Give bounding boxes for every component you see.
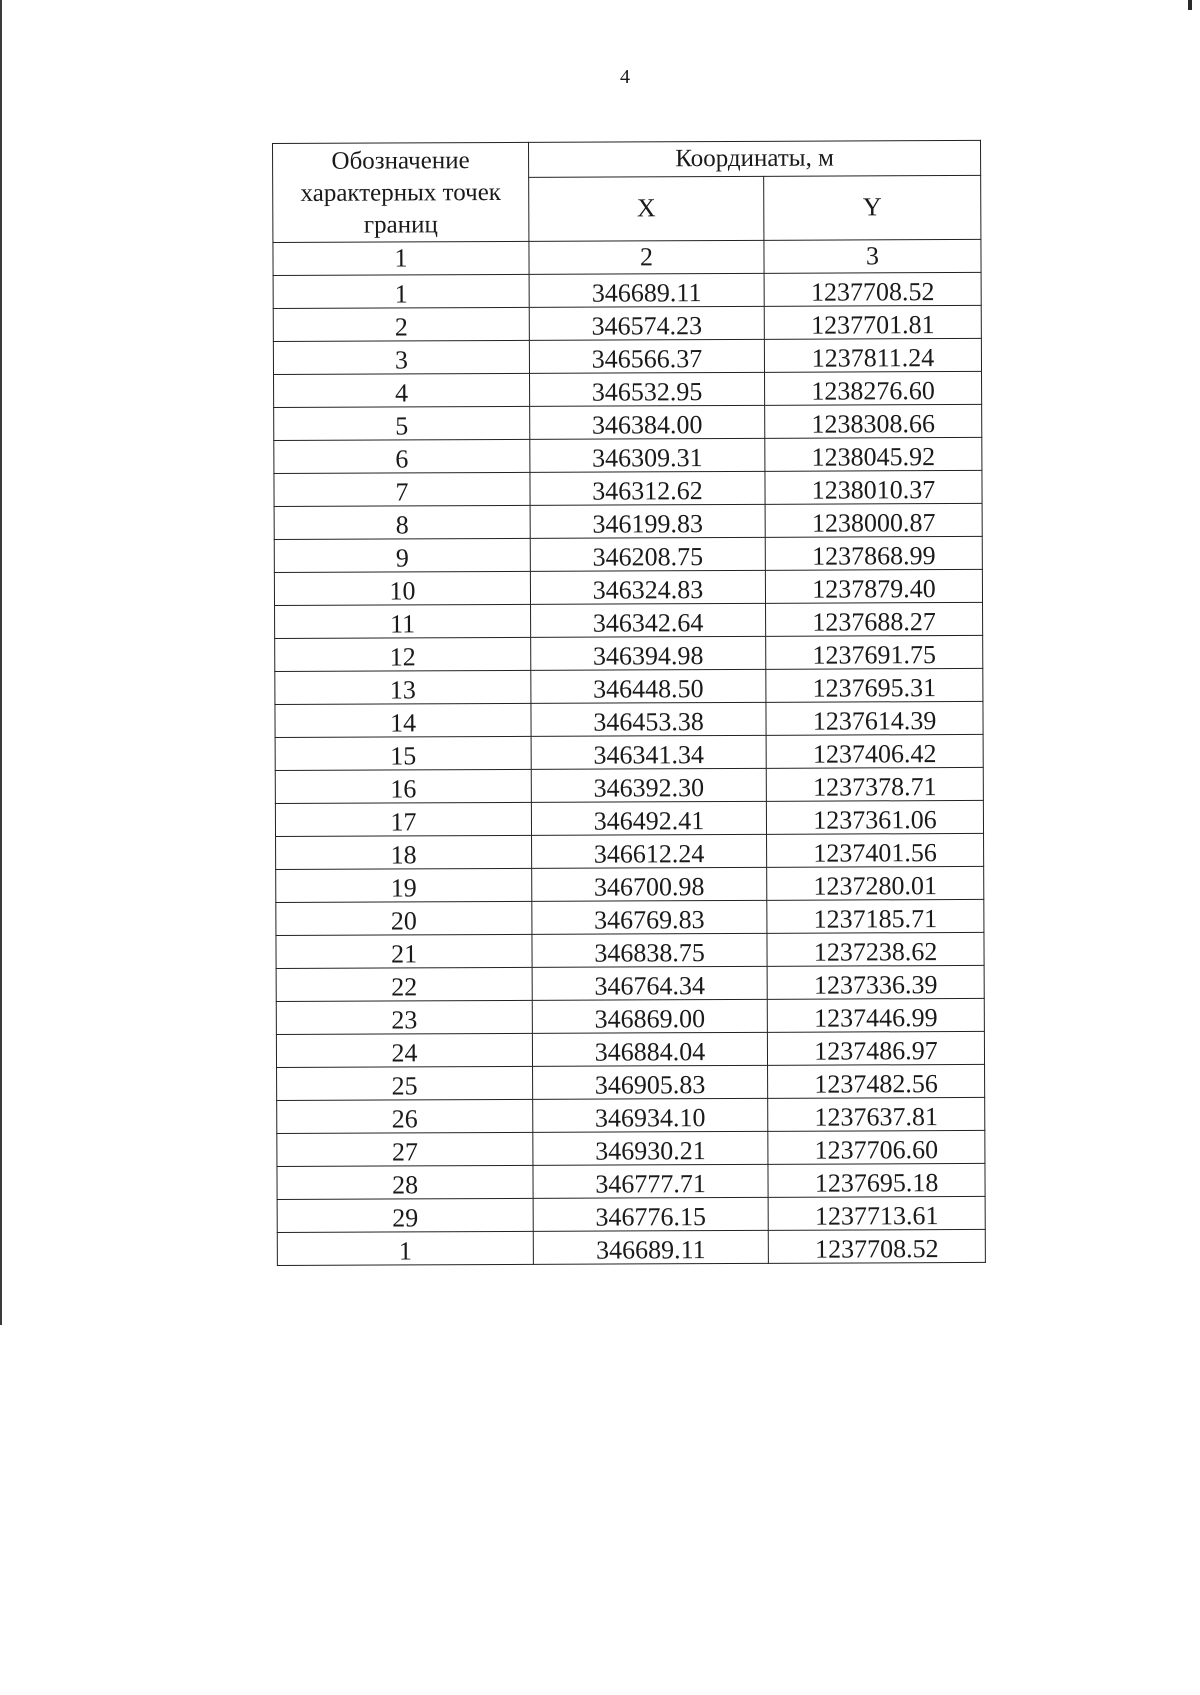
table-row	[274, 371, 982, 407]
x-cell: 346764.34	[532, 966, 767, 1000]
table-row	[274, 470, 982, 506]
table-row	[276, 965, 984, 1001]
point-cell: 12	[275, 637, 531, 671]
table-row	[276, 932, 984, 968]
point-cell: 21	[276, 934, 532, 968]
y-cell: 1237486.97	[767, 1031, 984, 1065]
point-cell: 1	[277, 1231, 533, 1265]
y-cell: 1237713.61	[768, 1196, 985, 1230]
y-cell: 1237811.24	[764, 338, 981, 372]
table-row	[276, 899, 984, 935]
x-cell: 346566.37	[529, 339, 764, 373]
table-row	[276, 833, 984, 869]
header-point-designation: Обозначение характерных точек границ	[273, 142, 529, 242]
point-cell: 7	[274, 472, 530, 506]
table-row	[276, 1031, 984, 1067]
x-cell: 346905.83	[533, 1065, 768, 1099]
y-cell: 1237708.52	[768, 1229, 985, 1263]
point-cell: 22	[276, 967, 532, 1001]
table-row	[273, 272, 981, 308]
x-cell: 346689.11	[533, 1230, 768, 1264]
x-cell: 346532.95	[530, 372, 765, 406]
y-cell: 1237336.39	[767, 965, 984, 999]
y-cell: 1237868.99	[765, 536, 982, 570]
point-cell: 16	[275, 769, 531, 803]
table-row	[274, 404, 982, 440]
y-cell: 1237691.75	[766, 635, 983, 669]
header-coordinates: Координаты, м	[528, 140, 980, 177]
point-cell: 8	[274, 505, 530, 539]
y-cell: 1237185.71	[767, 899, 984, 933]
point-cell: 25	[277, 1066, 533, 1100]
point-cell: 13	[275, 670, 531, 704]
table-row	[275, 734, 983, 770]
x-cell: 346869.00	[532, 999, 767, 1033]
x-cell: 346453.38	[531, 702, 766, 736]
table-row	[275, 635, 983, 671]
y-cell: 1237708.52	[764, 272, 981, 306]
point-cell: 24	[276, 1033, 532, 1067]
x-cell: 346492.41	[531, 801, 766, 835]
x-cell: 346930.21	[533, 1131, 768, 1165]
point-cell: 15	[275, 736, 531, 770]
x-cell: 346934.10	[533, 1098, 768, 1132]
point-cell: 5	[274, 406, 530, 440]
y-cell: 1237637.81	[768, 1097, 985, 1131]
x-cell: 346312.62	[530, 471, 765, 505]
point-cell: 14	[275, 703, 531, 737]
x-cell: 346199.83	[530, 504, 765, 538]
y-cell: 1237378.71	[766, 767, 983, 801]
x-cell: 346208.75	[530, 537, 765, 571]
table-row	[273, 305, 981, 341]
column-number: 3	[764, 239, 981, 273]
point-cell: 17	[275, 802, 531, 836]
table-row	[277, 1130, 985, 1166]
table-row	[275, 767, 983, 803]
column-number: 2	[529, 240, 764, 274]
y-cell: 1237401.56	[767, 833, 984, 867]
table-row	[277, 1196, 985, 1232]
y-cell: 1237361.06	[766, 800, 983, 834]
x-cell: 346689.11	[529, 273, 764, 307]
x-cell: 346342.64	[531, 603, 766, 637]
point-cell: 19	[276, 868, 532, 902]
x-cell: 346392.30	[531, 768, 766, 802]
point-cell: 10	[274, 571, 530, 605]
point-cell: 26	[277, 1099, 533, 1133]
point-cell: 23	[276, 1000, 532, 1034]
table-row	[277, 1097, 985, 1133]
point-cell: 2	[273, 307, 529, 341]
x-cell: 346838.75	[532, 933, 767, 967]
point-cell: 27	[277, 1132, 533, 1166]
table-row	[275, 800, 983, 836]
point-cell: 20	[276, 901, 532, 935]
column-number: 1	[273, 241, 529, 275]
header-y: Y	[764, 175, 981, 240]
point-cell: 11	[275, 604, 531, 638]
point-cell: 1	[273, 274, 529, 308]
x-cell: 346574.23	[529, 306, 764, 340]
table-row	[273, 338, 981, 374]
x-cell: 346776.15	[533, 1197, 768, 1231]
table-row	[277, 1064, 985, 1100]
table-row	[275, 701, 983, 737]
table-row	[276, 866, 984, 902]
point-cell: 3	[273, 340, 529, 374]
point-cell: 6	[274, 439, 530, 473]
table-row	[275, 668, 983, 704]
y-cell: 1237695.18	[768, 1163, 985, 1197]
x-cell: 346884.04	[532, 1032, 767, 1066]
y-cell: 1238010.37	[765, 470, 982, 504]
y-cell: 1237701.81	[764, 305, 981, 339]
y-cell: 1237614.39	[766, 701, 983, 735]
x-cell: 346394.98	[531, 636, 766, 670]
table-row	[274, 503, 982, 539]
point-cell: 4	[274, 373, 530, 407]
y-cell: 1237280.01	[767, 866, 984, 900]
table-row	[277, 1229, 985, 1265]
table-row	[276, 998, 984, 1034]
y-cell: 1237706.60	[768, 1130, 985, 1164]
x-cell: 346769.83	[532, 900, 767, 934]
x-cell: 346341.34	[531, 735, 766, 769]
x-cell: 346700.98	[532, 867, 767, 901]
table-row	[274, 569, 982, 605]
y-cell: 1237688.27	[766, 602, 983, 636]
header-x: X	[529, 176, 764, 241]
y-cell: 1237879.40	[765, 569, 982, 603]
x-cell: 346324.83	[530, 570, 765, 604]
y-cell: 1237482.56	[768, 1064, 985, 1098]
scan-corner-mark	[1188, 0, 1192, 10]
x-cell: 346612.24	[532, 834, 767, 868]
table-row	[277, 1163, 985, 1199]
point-cell: 28	[277, 1165, 533, 1199]
y-cell: 1237406.42	[766, 734, 983, 768]
table-row	[274, 536, 982, 572]
y-cell: 1238308.66	[765, 404, 982, 438]
y-cell: 1238045.92	[765, 437, 982, 471]
y-cell: 1238276.60	[765, 371, 982, 405]
column-number-row	[273, 239, 981, 275]
x-cell: 346309.31	[530, 438, 765, 472]
coordinates-table	[272, 140, 986, 1266]
table-row	[274, 437, 982, 473]
y-cell: 1237446.99	[767, 998, 984, 1032]
point-cell: 29	[277, 1198, 533, 1232]
scan-left-edge	[0, 0, 2, 1325]
page-number: 4	[620, 66, 630, 88]
y-cell: 1237238.62	[767, 932, 984, 966]
point-cell: 9	[274, 538, 530, 572]
y-cell: 1237695.31	[766, 668, 983, 702]
x-cell: 346448.50	[531, 669, 766, 703]
table-row	[275, 602, 983, 638]
x-cell: 346384.00	[530, 405, 765, 439]
y-cell: 1238000.87	[765, 503, 982, 537]
x-cell: 346777.71	[533, 1164, 768, 1198]
point-cell: 18	[276, 835, 532, 869]
